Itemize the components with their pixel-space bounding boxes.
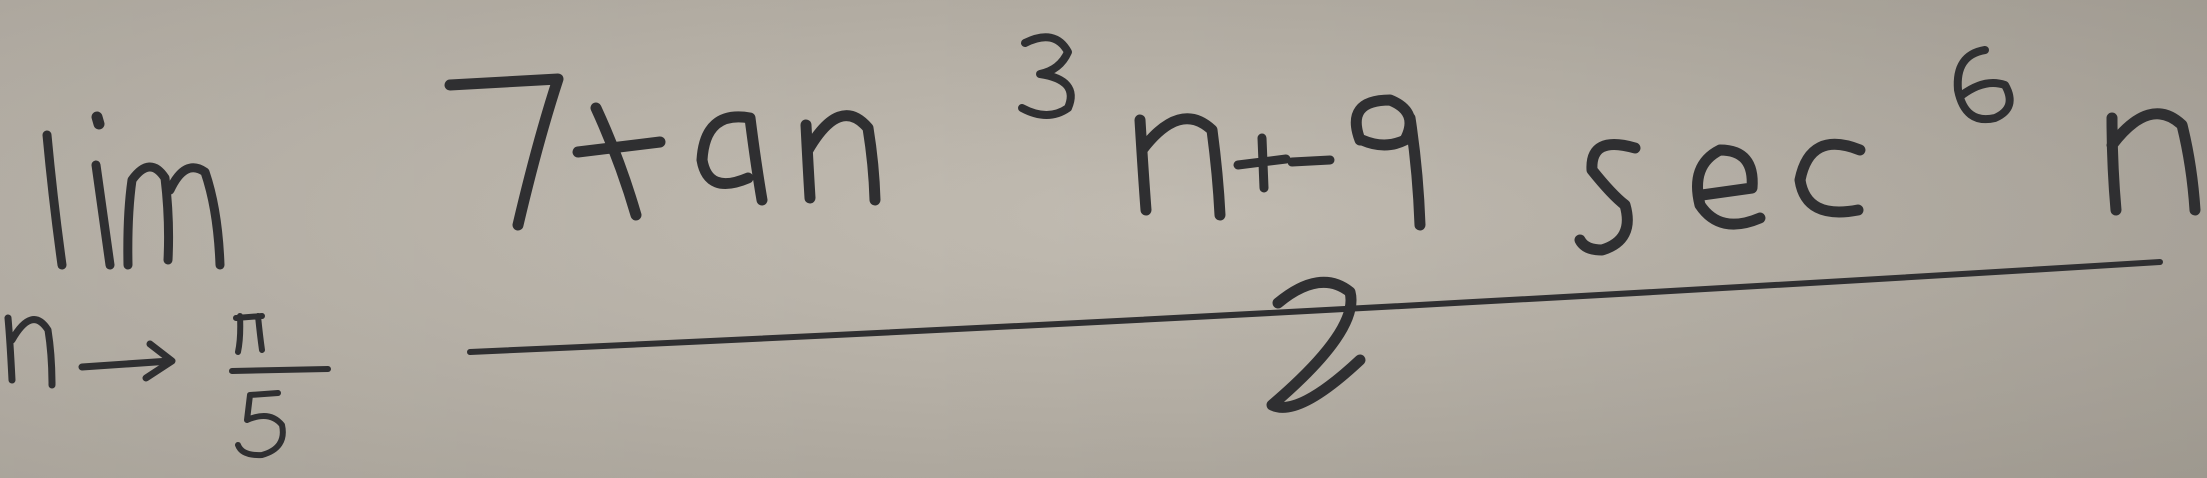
denominator-glyphs (1272, 282, 1360, 407)
fraction-bar (470, 262, 2160, 352)
limit-subscript-glyphs (8, 316, 328, 455)
limit-operator-glyphs (47, 117, 220, 265)
numerator-glyphs (450, 37, 2195, 250)
